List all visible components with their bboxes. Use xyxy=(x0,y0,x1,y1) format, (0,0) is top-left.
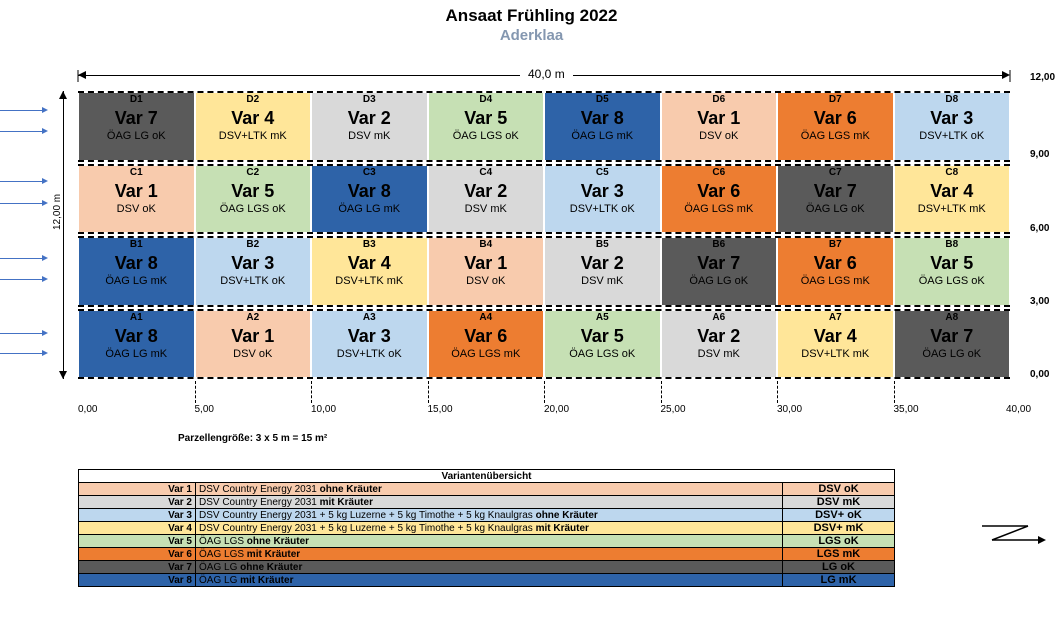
plot-cell-D4 xyxy=(429,93,544,160)
plot-code: DSV mK xyxy=(697,347,740,360)
plot-id: C8 xyxy=(945,166,959,178)
plot-code: ÖAG LGS oK xyxy=(219,202,286,215)
x-guide-line xyxy=(661,381,662,403)
plot-variant: Var 6 xyxy=(464,325,508,346)
plot-code: ÖAG LGS oK xyxy=(569,347,636,360)
plot-cell-A6 xyxy=(662,311,777,378)
plot-id: B4 xyxy=(479,239,493,250)
plot-cell-B1 xyxy=(79,238,194,305)
plot-id: A2 xyxy=(246,311,260,323)
plot-cell-D8 xyxy=(895,93,1010,160)
legend-code: DSV+ oK xyxy=(783,509,895,522)
plot-code: DSV oK xyxy=(699,130,739,142)
arrow-right-icon xyxy=(0,203,46,204)
y-label: 0,00 xyxy=(1030,369,1050,380)
legend-variant: Var 3 xyxy=(79,509,196,522)
plot-code: DSV oK xyxy=(116,202,156,215)
plot-id: B1 xyxy=(129,239,143,250)
legend-code: DSV mK xyxy=(783,496,895,509)
plot-variant: Var 1 xyxy=(231,325,275,346)
plot-size-note: Parzellengröße: 3 x 5 m = 15 m² xyxy=(178,433,328,444)
x-guide-line xyxy=(894,381,895,403)
legend-description: ÖAG LGS mit Kräuter xyxy=(196,548,783,561)
row-separator xyxy=(78,309,1010,311)
plot-code: ÖAG LGS oK xyxy=(918,275,985,287)
row-separator xyxy=(78,232,1010,234)
plot-code: DSV+LTK mK xyxy=(218,130,287,142)
plot-cell-D2 xyxy=(196,93,311,160)
y-label: 9,00 xyxy=(1030,149,1050,160)
arrow-right-icon xyxy=(0,131,46,132)
plot-code: DSV+LTK oK xyxy=(919,130,985,142)
plot-code: ÖAG LG oK xyxy=(689,275,749,287)
arrow-right-icon xyxy=(0,258,46,259)
plot-cell-D3 xyxy=(312,93,427,160)
plot-code: ÖAG LG mK xyxy=(105,275,168,287)
plot-variant: Var 5 xyxy=(464,108,508,128)
legend-variant: Var 2 xyxy=(79,496,196,509)
plot-variant: Var 2 xyxy=(580,253,624,273)
plot-cell-A4 xyxy=(429,311,544,378)
plot-id: C5 xyxy=(595,166,609,178)
plot-id: C3 xyxy=(362,166,376,178)
plot-variant: Var 7 xyxy=(114,108,158,128)
plot-variant: Var 8 xyxy=(580,108,624,128)
plot-id: C1 xyxy=(129,166,143,178)
plot-cell-C6 xyxy=(662,166,777,233)
x-guide-line xyxy=(428,381,429,403)
plot-variant: Var 7 xyxy=(697,253,741,273)
plot-cell-B7 xyxy=(778,238,893,305)
plot-id: B3 xyxy=(362,239,376,250)
plot-id: B7 xyxy=(828,239,842,250)
plot-variant: Var 8 xyxy=(114,325,158,346)
y-label: 6,00 xyxy=(1030,223,1050,234)
row-separator xyxy=(78,377,1010,379)
plot-code: ÖAG LGS mK xyxy=(800,130,870,142)
plot-id: D2 xyxy=(246,94,260,105)
x-label: 5,00 xyxy=(194,404,214,415)
plot-variant: Var 5 xyxy=(930,253,974,273)
plot-code: DSV+LTK oK xyxy=(569,202,635,215)
plot-variant: Var 4 xyxy=(930,180,974,201)
legend-code: DSV+ mK xyxy=(783,522,895,535)
plot-code: ÖAG LG mK xyxy=(571,130,634,142)
plot-cell-A3 xyxy=(312,311,427,378)
plot-id: D5 xyxy=(595,94,609,105)
legend-variant: Var 5 xyxy=(79,535,196,548)
plot-code: ÖAG LGS mK xyxy=(800,275,870,287)
legend-description: DSV Country Energy 2031 mit Kräuter xyxy=(196,496,783,509)
plot-variant: Var 1 xyxy=(697,108,741,128)
plot-id: D4 xyxy=(479,94,493,105)
plot-id: A6 xyxy=(712,311,726,323)
plot-cell-D6 xyxy=(662,93,777,160)
plot-cell-C5 xyxy=(545,166,660,233)
plot-id: B6 xyxy=(712,239,726,250)
x-label: 15,00 xyxy=(427,404,453,415)
plot-id: C7 xyxy=(828,166,842,178)
plot-id: B5 xyxy=(595,239,609,250)
page-title: Ansaat Frühling 2022 xyxy=(445,6,618,25)
plot-id: D6 xyxy=(712,94,726,105)
plot-variant: Var 4 xyxy=(347,253,391,273)
plot-code: ÖAG LG mK xyxy=(105,347,168,360)
plot-id: B2 xyxy=(246,239,260,250)
row-separator xyxy=(78,91,1010,93)
plot-code: DSV+LTK oK xyxy=(220,275,286,287)
plot-code: DSV oK xyxy=(466,275,506,287)
legend-description: ÖAG LG ohne Kräuter xyxy=(196,561,783,574)
plot-code: DSV+LTK mK xyxy=(335,275,404,287)
plot-variant: Var 3 xyxy=(580,180,624,201)
legend-code: LGS mK xyxy=(783,548,895,561)
plot-variant: Var 2 xyxy=(697,325,741,346)
plot-cell-C8 xyxy=(895,166,1010,233)
legend-row xyxy=(79,535,895,548)
legend-row xyxy=(79,548,895,561)
plot-id: D3 xyxy=(362,94,376,105)
plot-cell-B8 xyxy=(895,238,1010,305)
x-label: 30,00 xyxy=(777,404,803,415)
legend-variant: Var 4 xyxy=(79,522,196,535)
plot-variant: Var 3 xyxy=(347,325,391,346)
legend-row xyxy=(79,496,895,509)
plot-id: D8 xyxy=(945,94,959,105)
height-dimension-arrows xyxy=(58,86,70,384)
plot-cell-B4 xyxy=(429,238,544,305)
plot-cell-A7 xyxy=(778,311,893,378)
plot-cell-A8 xyxy=(895,311,1010,378)
plot-id: C2 xyxy=(246,166,260,178)
row-separator xyxy=(78,305,1010,307)
plot-cell-D7 xyxy=(778,93,893,160)
legend-variant: Var 8 xyxy=(79,574,196,587)
north-arrow-icon xyxy=(980,516,1050,550)
legend-row xyxy=(79,509,895,522)
plot-variant: Var 6 xyxy=(697,180,741,201)
plot-variant: Var 7 xyxy=(813,180,857,201)
plot-variant: Var 8 xyxy=(114,253,158,273)
x-label: 20,00 xyxy=(544,404,570,415)
plot-cell-C7 xyxy=(778,166,893,233)
arrow-right-icon xyxy=(0,333,46,334)
legend-code: LG oK xyxy=(783,561,895,574)
arrow-right-icon xyxy=(0,181,46,182)
legend-description: ÖAG LG mit Kräuter xyxy=(196,574,783,587)
plot-id: D7 xyxy=(828,94,842,105)
plot-id: A5 xyxy=(595,311,609,323)
plot-id: A3 xyxy=(362,311,376,323)
legend-description: DSV Country Energy 2031 + 5 kg Luzerne + 5 kg Timothe + 5 kg Knaulgras mit Kräuter xyxy=(196,522,783,535)
arrow-right-icon xyxy=(0,353,46,354)
plot-variant: Var 5 xyxy=(231,180,275,201)
plot-code: ÖAG LGS mK xyxy=(451,347,521,360)
plot-variant: Var 7 xyxy=(930,325,974,346)
legend-code: LG mK xyxy=(783,574,895,587)
plot-variant: Var 6 xyxy=(813,108,857,128)
arrow-right-icon xyxy=(0,110,46,111)
plot-cell-D5 xyxy=(545,93,660,160)
x-guide-line xyxy=(195,381,196,403)
y-label: 3,00 xyxy=(1030,296,1050,307)
plot-id: C6 xyxy=(712,166,726,178)
plot-code: ÖAG LG oK xyxy=(922,347,982,360)
variant-legend-table xyxy=(78,469,895,587)
x-label: 0,00 xyxy=(78,404,98,415)
legend-row xyxy=(79,561,895,574)
legend-row xyxy=(79,522,895,535)
plot-code: DSV mK xyxy=(581,275,624,287)
height-dimension-label: 12,00 m xyxy=(52,193,63,230)
plot-code: DSV oK xyxy=(233,347,273,360)
x-guide-line xyxy=(544,381,545,403)
plot-code: ÖAG LGS oK xyxy=(452,130,519,142)
plot-id: A8 xyxy=(945,311,959,323)
row-separator xyxy=(78,160,1010,162)
plot-variant: Var 5 xyxy=(580,325,624,346)
x-label: 40,00 xyxy=(1006,404,1032,415)
plot-cell-C3 xyxy=(312,166,427,233)
plot-code: DSV mK xyxy=(464,202,507,215)
plot-cell-B3 xyxy=(312,238,427,305)
plot-code: ÖAG LG oK xyxy=(805,202,865,215)
legend-description: DSV Country Energy 2031 + 5 kg Luzerne + 5 kg Timothe + 5 kg Knaulgras ohne Kräuter xyxy=(196,509,783,522)
plot-variant: Var 2 xyxy=(347,108,391,128)
plot-variant: Var 6 xyxy=(813,253,857,273)
plot-id: C4 xyxy=(479,166,493,178)
x-guide-line xyxy=(777,381,778,403)
plot-variant: Var 1 xyxy=(464,253,508,273)
plot-code: ÖAG LGS mK xyxy=(684,202,754,215)
plot-variant: Var 3 xyxy=(930,108,974,128)
plot-id: B8 xyxy=(945,239,959,250)
x-label: 10,00 xyxy=(311,404,337,415)
plot-cell-D1 xyxy=(79,93,194,160)
width-dimension-label: 40,0 m xyxy=(520,67,573,81)
legend-row xyxy=(79,483,895,496)
plot-cell-C2 xyxy=(196,166,311,233)
legend-variant: Var 1 xyxy=(79,483,196,496)
plot-id: D1 xyxy=(129,94,143,105)
legend-code: LGS oK xyxy=(783,535,895,548)
plot-cell-A1 xyxy=(79,311,194,378)
x-guide-line xyxy=(311,381,312,403)
plot-id: A7 xyxy=(828,311,842,323)
x-label: 25,00 xyxy=(660,404,686,415)
row-separator xyxy=(78,236,1010,238)
plot-cell-C1 xyxy=(79,166,194,233)
plot-code: ÖAG LG oK xyxy=(106,130,166,142)
plot-cell-B5 xyxy=(545,238,660,305)
plot-variant: Var 2 xyxy=(464,180,508,201)
plot-variant: Var 4 xyxy=(231,108,275,128)
plot-cell-C4 xyxy=(429,166,544,233)
row-separator xyxy=(78,164,1010,166)
plot-code: DSV+LTK oK xyxy=(336,347,402,360)
y-label: 12,00 xyxy=(1030,72,1056,83)
plot-cell-B2 xyxy=(196,238,311,305)
legend-variant: Var 6 xyxy=(79,548,196,561)
legend-description: ÖAG LGS ohne Kräuter xyxy=(196,535,783,548)
legend-description: DSV Country Energy 2031 ohne Kräuter xyxy=(196,483,783,496)
plot-cell-B6 xyxy=(662,238,777,305)
plot-id: A4 xyxy=(479,311,493,323)
plot-code: DSV+LTK mK xyxy=(801,347,870,360)
legend-code: DSV oK xyxy=(783,483,895,496)
plot-variant: Var 1 xyxy=(114,180,158,201)
plot-variant: Var 3 xyxy=(231,253,275,273)
arrow-right-icon xyxy=(0,279,46,280)
legend-variant: Var 7 xyxy=(79,561,196,574)
x-label: 35,00 xyxy=(893,404,919,415)
plot-code: DSV mK xyxy=(348,130,391,142)
plot-id: A1 xyxy=(129,311,143,323)
plot-variant: Var 4 xyxy=(813,325,857,346)
plot-cell-A5 xyxy=(545,311,660,378)
plot-code: ÖAG LG mK xyxy=(338,202,401,215)
page-subtitle: Aderklaa xyxy=(499,27,564,44)
legend-row xyxy=(79,574,895,587)
legend-header: Variantenübersicht xyxy=(79,470,895,483)
plot-code: DSV+LTK mK xyxy=(917,202,986,215)
plot-variant: Var 8 xyxy=(347,180,391,201)
plot-cell-A2 xyxy=(196,311,311,378)
